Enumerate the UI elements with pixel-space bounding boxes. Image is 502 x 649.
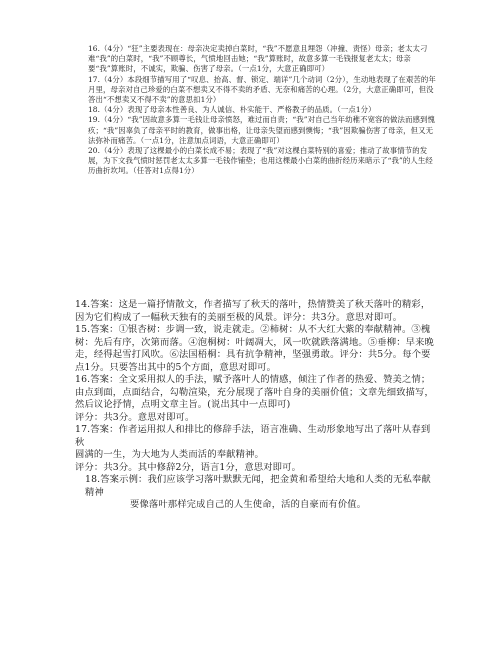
answer-16: 16.答案：全文采用拟人的手法，赋予落叶人的情感，倾注了作者的热爱、赞美之情；由点到面，点面结合，勾勒渲染，充分展现了落叶自身的美丽价值；文章先细致描写，然后议论抒情，点明文章主旨。(说出其中一点即可) bbox=[75, 374, 434, 410]
answer-18: 18.答案示例：我们应该学习落叶默默无闻，把金黄和希望给大地和人类的无私奉献精神 bbox=[85, 474, 431, 498]
answer-17: 17.答案：作者运用拟人和排比的修辞手法，语言准确、生动形象地写出了落叶从春到秋 bbox=[75, 424, 431, 448]
answer-20: 20.（4分）表现了这棵最小的白菜长成不易；表现了“我”对这棵白菜特别的喜爱；推动了故事情节的发展，为下文我气愤时惩罚老太太多算一毛钱作铺垫；也用这棵最小白菜的曲折经历来暗示了“我”的人生经历曲折坎坷。（任答对1点得1分） bbox=[88, 146, 433, 176]
answer-18: 18.（4分）表现了母亲本性善良、为人诚信、朴实能干、严格教子的品质。（一点1分） bbox=[88, 105, 376, 115]
answer-section-upper bbox=[88, 44, 438, 177]
answer-17-cont: 圆满的一生，为大地为人类而活的奉献精神。 bbox=[75, 449, 264, 460]
answer-14: 14.答案：这是一篇抒情散文，作者描写了秋天的落叶，热情赞美了秋天落叶的精彩，因为它们构成了一幅秋天独有的美丽至极的风景。评分：共3分。意思对即可。 bbox=[75, 299, 431, 323]
answer-17: 17.（4分）本段细节描写用了“叹息、抬高、督、锁定、端详”几个动词（2分），生动地表现了在艰苦的年月里，母亲对自己珍爱的白菜不想卖又不得不卖的矛盾、无奈和痛苦的心理。（2分，大意正确即可，但没答出“不想卖又不得不卖”的意思扣1分） bbox=[88, 74, 436, 105]
answer-15: 15.答案：①银杏树：步调一致，说走就走。②柿树：从不大红大紫的奉献精神。③槐树：先后有序，次第而落。④泡桐树：叶阔凋大，风一吹就跌落满地。⑤垂柳：早来晚走，经得起雪打风吹。⑥法国梧桐：具有抗争精神，坚强勇敢。评分：共5分。每个要点1分。只要答出其中的5个方面，意思对即可。 bbox=[75, 324, 434, 373]
score-note-16: 评分：共3分。意思对即可。 bbox=[75, 411, 195, 423]
answer-19: 19.（4分）“我”因故意多算一毛钱让母亲愤怒，难过而自责；“我”对自己当年幼稚不宽容的做法而感到愧疚；“我”因辜负了母亲平时的教育，做事出格，让母亲失望而感到懊悔；“我”因欺骗伤害了母亲，但又无法弥补而痛苦。（一点1分，注意加点词语，大意正确即可） bbox=[88, 115, 435, 145]
answer-section-lower bbox=[75, 299, 435, 512]
answer-16: 16.（4分）“狂”主要表现在：母亲决定卖掉白菜时，“我”不愿意且埋怨（冲撞、责怪）母亲；老太太刁难“我”的白菜时，“我”不顾尊长，气愤地回击她；“我”算账时，故意多算一毛钱报复老太太；母亲要“我”算账时，不诚实，欺骗、伤害了母亲。（一点1分，大意正确即可） bbox=[88, 44, 428, 74]
answer-18-cont-text: 要像落叶那样完成自己的人生使命，活的自豪而有价值。 bbox=[130, 499, 367, 510]
score-note-17: 评分：共3分。其中修辞2分，语言1分，意思对即可。 bbox=[75, 461, 302, 473]
answer-18-cont bbox=[75, 499, 435, 512]
